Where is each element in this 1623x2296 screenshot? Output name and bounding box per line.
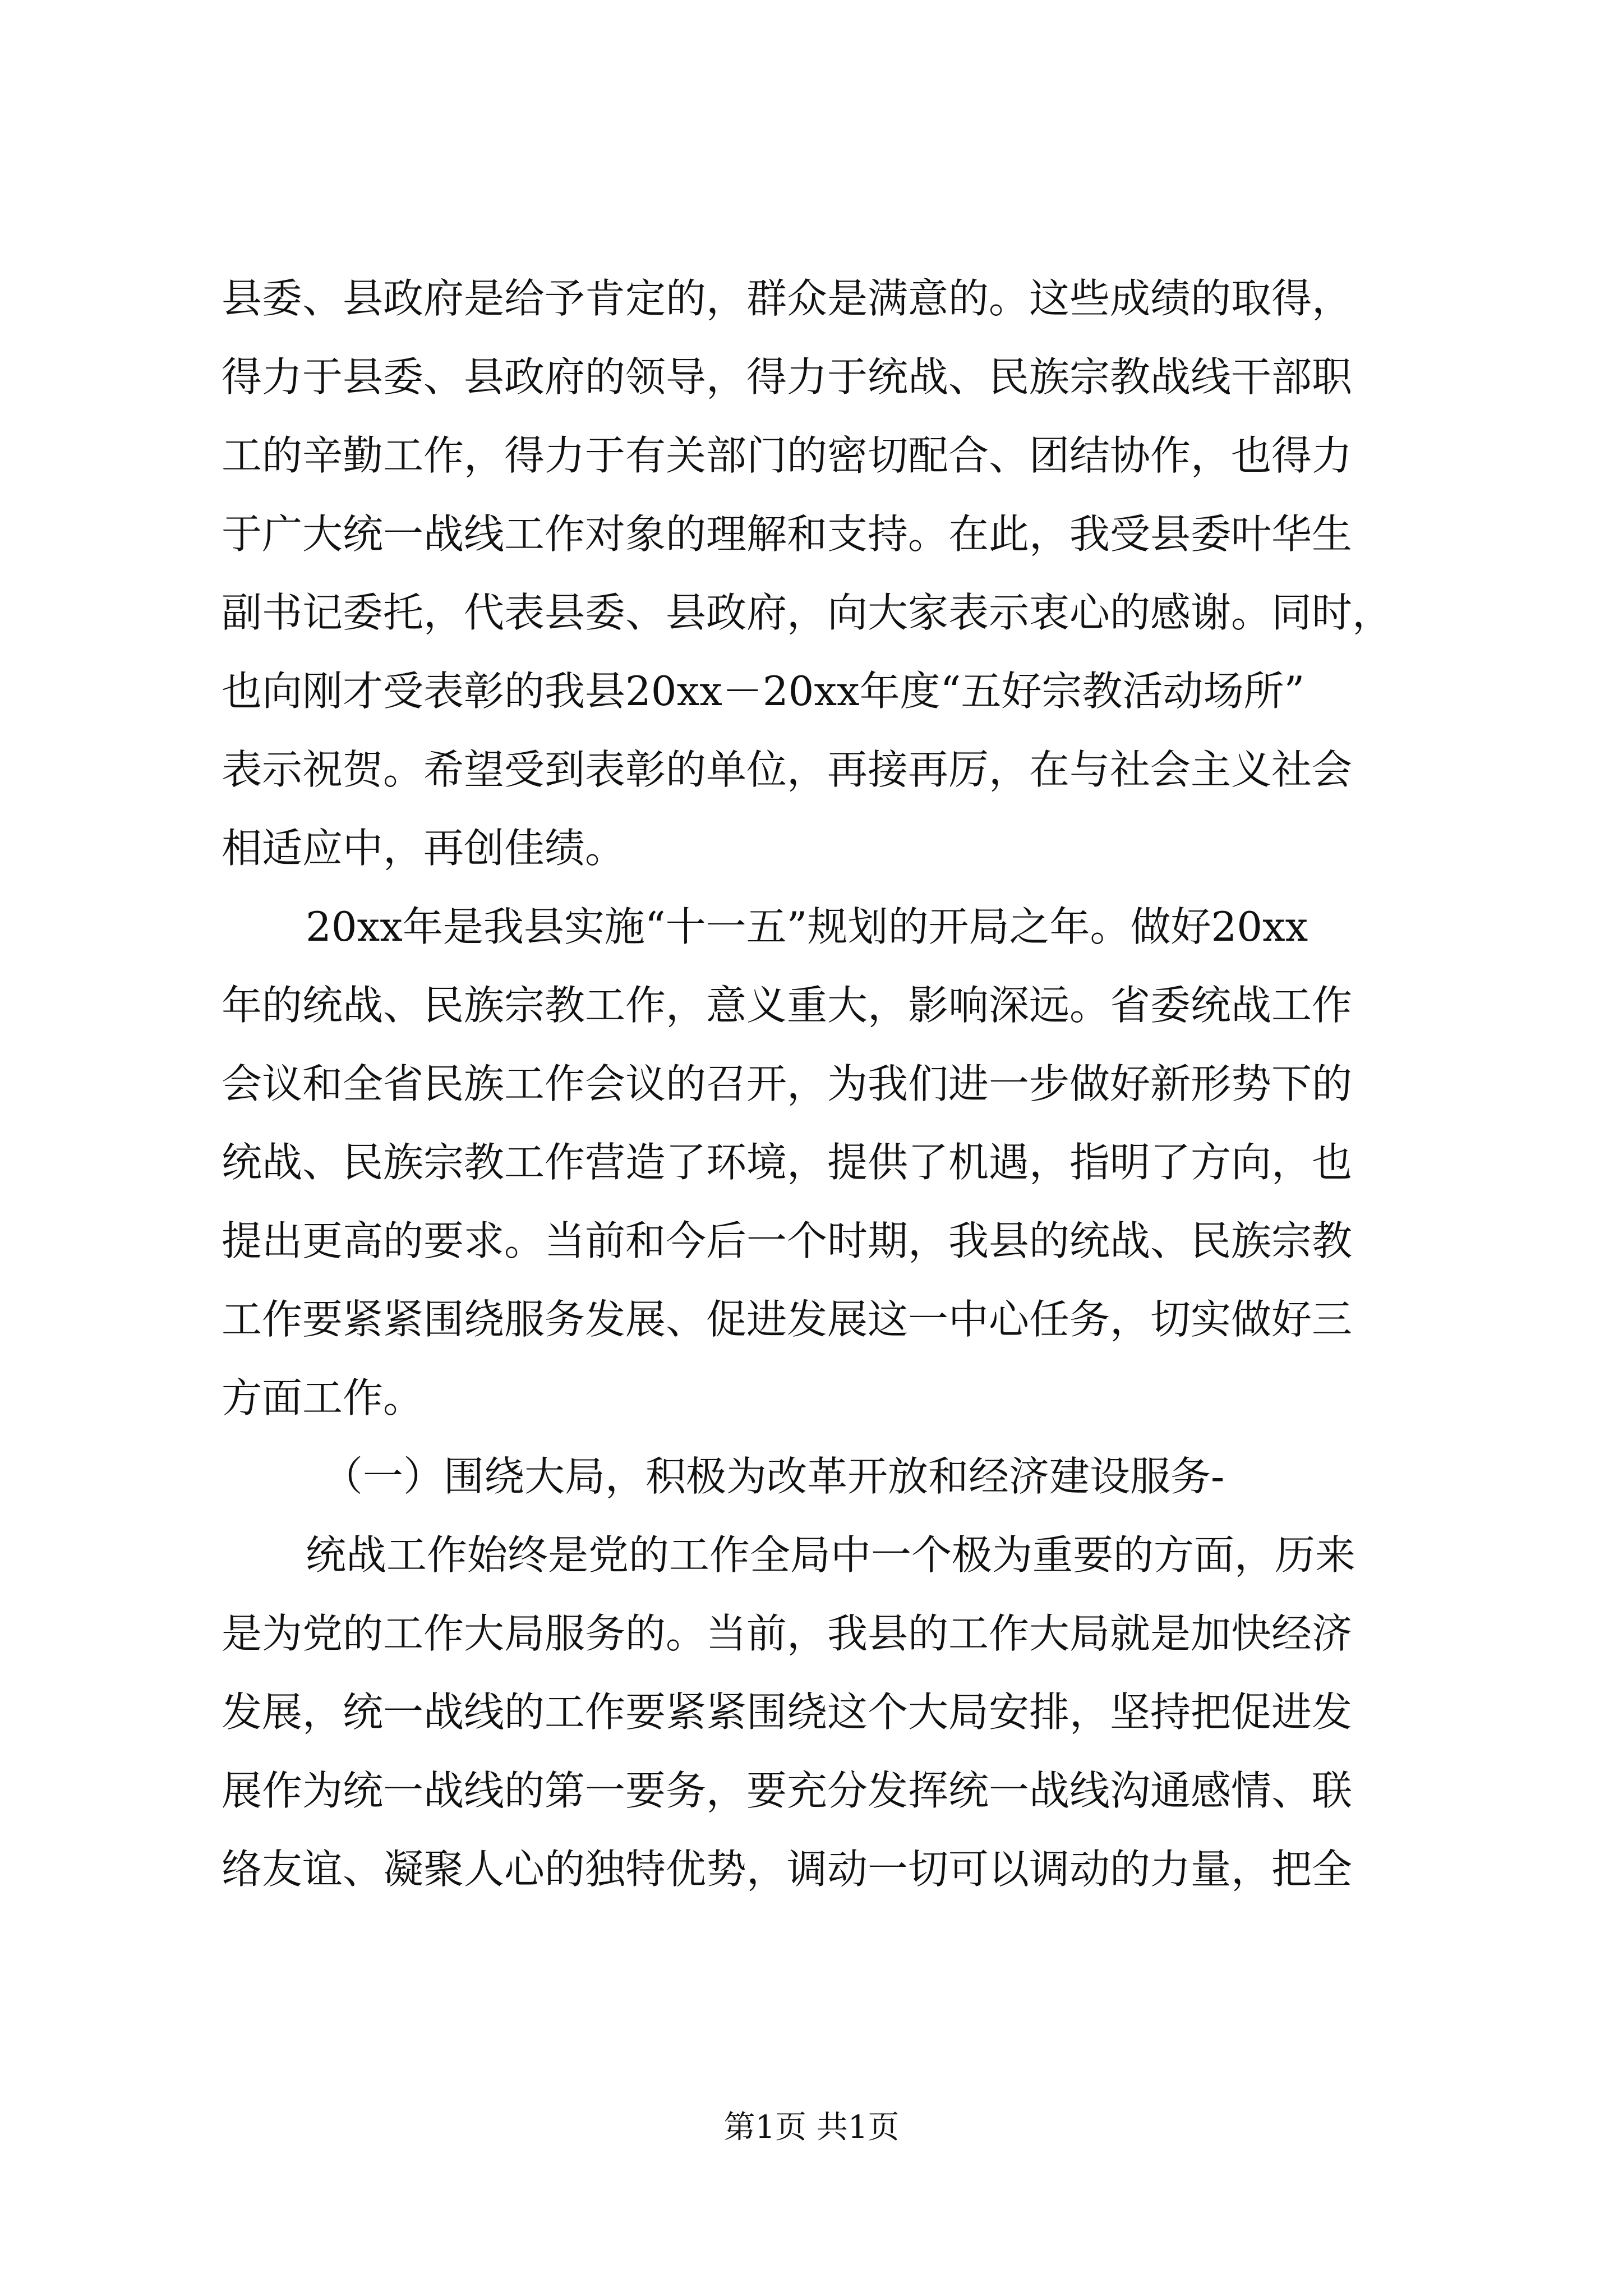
text-line: 工作要紧紧围绕服务发展、促进发展这一中心任务，切实做好三 xyxy=(222,1296,1353,1343)
page-number-footer: 第1页 共1页 xyxy=(723,2109,900,2146)
text-line: 工的辛勤工作，得力于有关部门的密切配合、团结协作，也得力 xyxy=(222,432,1353,479)
text-line: 统战工作始终是党的工作全局中一个极为重要的方面，历来 xyxy=(306,1531,1356,1579)
text-line: 年的统战、民族宗教工作，意义重大，影响深远。省委统战工作 xyxy=(222,982,1353,1029)
text-line: 会议和全省民族工作会议的召开，为我们进一步做好新形势下的 xyxy=(222,1060,1353,1107)
text-line: 展作为统一战线的第一要务，要充分发挥统一战线沟通感情、联 xyxy=(222,1767,1353,1814)
section-heading: （一）围绕大局，积极为改革开放和经济建设服务- xyxy=(322,1453,1225,1500)
text-line: 副书记委托，代表县委、县政府，向大家表示衷心的感谢。同时， xyxy=(222,589,1393,636)
text-line: 方面工作。 xyxy=(222,1374,424,1421)
text-line: 县委、县政府是给予肯定的，群众是满意的。这些成绩的取得， xyxy=(222,275,1353,322)
text-line: 20xx年是我县实施“十一五”规划的开局之年。做好20xx xyxy=(306,903,1308,950)
text-line: 得力于县委、县政府的领导，得力于统战、民族宗教战线干部职 xyxy=(222,353,1353,401)
text-line: 表示祝贺。希望受到表彰的单位，再接再厉，在与社会主义社会 xyxy=(222,746,1353,793)
text-line: 相适应中，再创佳绩。 xyxy=(222,825,626,872)
text-line: 络友谊、凝聚人心的独特优势，调动一切可以调动的力量，把全 xyxy=(222,1846,1353,1893)
text-line: 发展，统一战线的工作要紧紧围绕这个大局安排，坚持把促进发 xyxy=(222,1688,1353,1736)
text-line: 也向刚才受表彰的我县20xx－20xx年度“五好宗教活动场所” xyxy=(222,668,1305,715)
text-line: 于广大统一战线工作对象的理解和支持。在此，我受县委叶华生 xyxy=(222,510,1353,558)
text-line: 是为党的工作大局服务的。当前，我县的工作大局就是加快经济 xyxy=(222,1610,1353,1657)
text-line: 提出更高的要求。当前和今后一个时期，我县的统战、民族宗教 xyxy=(222,1217,1353,1264)
text-line: 统战、民族宗教工作营造了环境，提供了机遇，指明了方向，也 xyxy=(222,1139,1353,1186)
